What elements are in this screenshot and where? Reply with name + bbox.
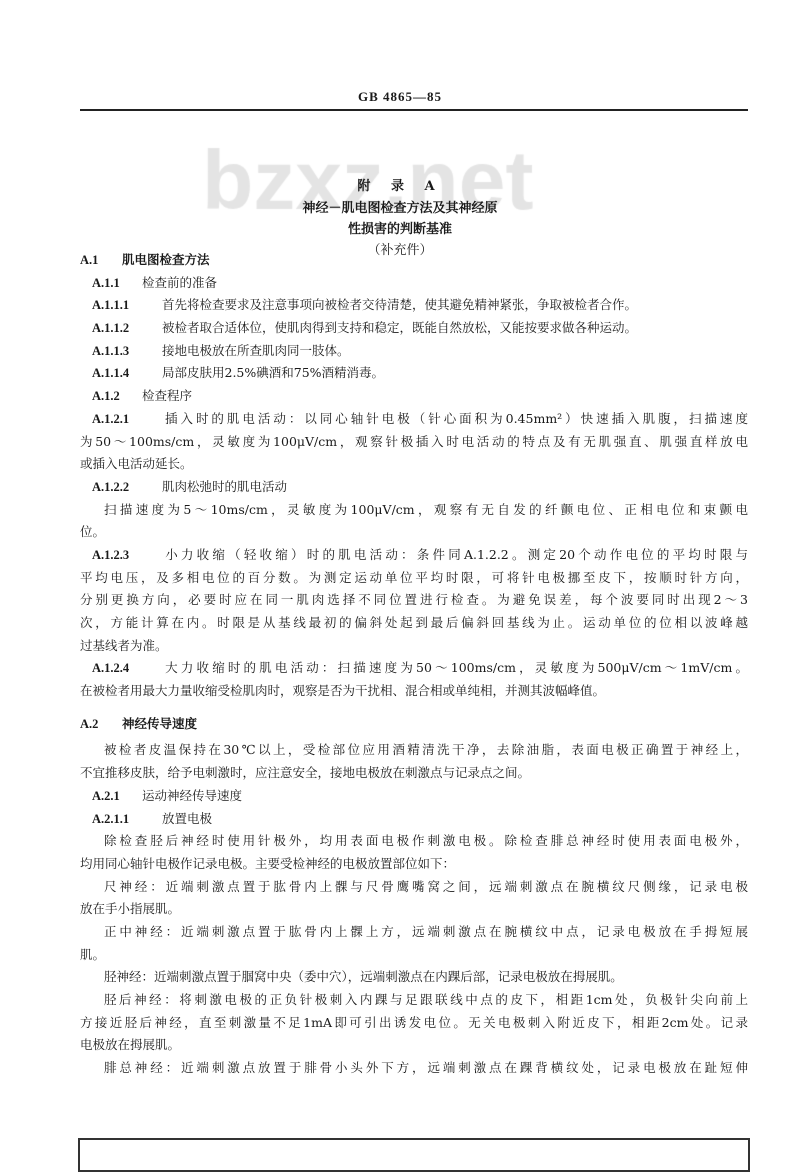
clause-a123-line — [80, 544, 748, 567]
clause-a124-line: 在被检者用最大力量收缩受检肌肉时，观察是否为干扰相、混合相或单纯相，并测其波幅峰值。 — [80, 683, 606, 699]
section-title: 肌电图检查方法 — [122, 252, 210, 267]
clause-a123-line: 平均电压，及多相电位的百分数。为测定运动单位平均时限，可将针电极挪至皮下，按顺时针方向， — [80, 569, 748, 585]
ulnar-nerve-line: 尺神经：近端刺激点置于肱骨内上髁与尺骨鹰嘴窝之间，远端刺激点在腕横纹尺侧缘，记录电极 — [104, 878, 748, 894]
section-a11-heading — [80, 272, 748, 295]
clause-number: A.1.2.2 — [92, 479, 130, 494]
clause-a123-line: 次，方能计算在内。时限是从基线最初的偏斜处起到最后偏斜回基线为止。运动单位的位相以波峰越 — [80, 615, 748, 630]
clause-number: A.1.1.2 — [92, 321, 130, 336]
section-number: A.2 — [80, 716, 99, 731]
a211-intro-line: 除检查胫后神经时使用针极外，均用表面电极作刺激电极。除检查腓总神经时使用表面电极外， — [104, 833, 748, 849]
clause-a124-line — [80, 657, 748, 680]
clause-number: A.2.1.1 — [92, 811, 130, 826]
appendix-title-line1: 神经－肌电图检查方法及其神经原 — [302, 201, 498, 216]
clause-number: A.1.1.4 — [92, 366, 130, 381]
clause-number: A.1.1.1 — [92, 298, 130, 313]
peroneal-nerve-line: 腓总神经：近端刺激点放置于腓骨小头外下方，远端刺激点在踝背横纹处，记录电极放在趾短伸 — [104, 1060, 748, 1076]
clause-number: A.1.1.3 — [92, 343, 130, 358]
clause-a123-line: 分别更换方向，必要时应在同一肌肉选择不同位置进行检查。为避免误差，每个波要同时出现2～3 — [80, 592, 748, 608]
median-nerve-line: 正中神经：近端刺激点置于肱骨内上髁上方，远端刺激点在腕横纹中点，记录电极放在手拇短展 — [104, 923, 748, 939]
clause-text: 首先将检查要求及注意事项向被检者交待清楚，使其避免精神紧张，争取被检者合作。 — [162, 297, 638, 313]
median-nerve-line: 肌。 — [80, 946, 106, 962]
tibial-nerve-line: 胫神经：近端刺激点置于腘窝中央（委中穴），远端刺激点在内踝后部，记录电极放在拇展肌。 — [104, 969, 623, 985]
section-title: 检查程序 — [142, 388, 193, 404]
section-number: A.1 — [80, 253, 99, 267]
clause-a121-line — [80, 408, 748, 431]
clause-text: 小力收缩（轻收缩）时的肌电活动：条件同A.1.2.2。测定20个动作电位的平均时限与 — [162, 546, 748, 562]
clause-title: 放置电极 — [162, 810, 213, 826]
posterior-tibial-nerve-line: 方接近胫后神经，直至刺激量不足1mA即可引出诱发电位。无关电极刺入附近皮下，相距2cm处。记录 — [80, 1014, 748, 1030]
clause-a113 — [80, 340, 748, 363]
a211-intro-line: 均用同心轴针电极作记录电极。主要受检神经的电极放置部位如下： — [80, 855, 456, 871]
posterior-tibial-nerve-line: 电极放在拇展肌。 — [80, 1037, 181, 1053]
posterior-tibial-nerve-line: 胫后神经：将刺激电极的正负针极刺入内踝与足跟联线中点的皮下，相距1cm处，负极针尖向前上 — [104, 992, 748, 1007]
clause-text: 大力收缩时的肌电活动：扫描速度为50～100ms/cm，灵敏度为500μV/cm～1mV/cm。 — [162, 660, 748, 676]
clause-text: 被检者取合适体位，使肌肉得到支持和稳定，既能自然放松，又能按要求做各种运动。 — [162, 320, 638, 336]
clause-a211-heading — [80, 808, 748, 831]
clause-a121-line: 或插入电活动延长。 — [80, 456, 193, 472]
a2-intro-line: 被检者皮温保持在30℃以上，受检部位应用酒精清洗干净，去除油脂，表面电极正确置于神经上， — [104, 742, 748, 758]
clause-title: 肌肉松弛时的肌电活动 — [162, 478, 288, 494]
clause-number: A.1.2.4 — [92, 661, 130, 676]
section-number: A.2.1 — [92, 788, 120, 803]
clause-a122-line: 扫描速度为5～10ms/cm，灵敏度为100μV/cm，观察有无自发的纤颤电位、正相电位和束颤电 — [104, 501, 748, 517]
section-title: 神经传导速度 — [122, 715, 198, 731]
appendix-note: （补充件） — [367, 243, 433, 258]
clause-text: 局部皮肤用2.5%碘酒和75%酒精消毒。 — [162, 365, 385, 381]
clause-a122-line: 位。 — [80, 524, 106, 540]
clause-number: A.1.2.3 — [92, 547, 130, 562]
document-header: GB 4865—85 — [357, 89, 443, 104]
spacer — [80, 703, 748, 713]
document-body — [80, 249, 748, 1080]
clause-text: 接地电极放在所查肌肉同一肢体。 — [162, 342, 350, 358]
section-title: 运动神经传导速度 — [142, 787, 243, 803]
section-a21-heading — [80, 785, 748, 808]
appendix-title-line2: 性损害的判断基准 — [347, 222, 452, 237]
clause-a121-line: 为50～100ms/cm，灵敏度为100μV/cm，观察针极插入时电活动的特点及有无肌强直、肌强直样放电 — [80, 433, 748, 449]
section-a12-heading — [80, 385, 748, 408]
section-a2-heading — [80, 713, 748, 736]
clause-a123-line: 过基线者为准。 — [80, 637, 168, 653]
clause-a122-heading — [80, 476, 748, 499]
a2-intro-line: 不宜推移皮肤，给予电刺激时，应注意安全，接地电极放在刺激点与记录点之间。 — [80, 765, 531, 781]
ulnar-nerve-line: 放在手小指展肌。 — [80, 901, 181, 917]
section-number: A.1.1 — [92, 275, 120, 290]
clause-a112 — [80, 317, 748, 340]
section-number: A.1.2 — [92, 389, 120, 404]
header-rule — [80, 109, 748, 111]
clause-number: A.1.2.1 — [92, 411, 130, 426]
section-title: 检查前的准备 — [142, 274, 218, 290]
clause-text: 插入时的肌电活动：以同心轴针电极（针心面积为0.45mm²）快速插入肌腹，扫描速度 — [162, 410, 748, 426]
appendix-label: 附 录 A — [357, 179, 443, 194]
clause-a114 — [80, 362, 748, 385]
clause-a111 — [80, 294, 748, 317]
footer-box — [78, 1138, 750, 1172]
